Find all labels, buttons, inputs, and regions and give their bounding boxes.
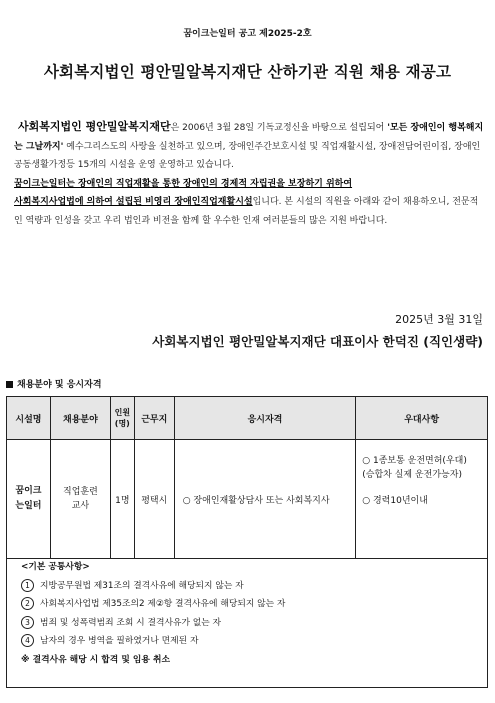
circled-number-icon: 3 xyxy=(21,616,34,629)
intro-text-b: 예수그리스도의 사랑을 실천하고 있으며, 장애인주간보호시설 및 직업재활시설, 장애전담어린이집, 장애인공동생활가정등 15개의 시설을 운영 운영하고 있습니다. xyxy=(14,141,481,170)
common-item-text: 사회복지사업법 제35조의2 제②항 결격사유에 해당되지 않는 자 xyxy=(40,599,286,609)
intro-underline-1: 꿈이크는일터는 장애인의 직업재활을 통한 장애인의 경제적 자립권을 보장하기 위하여 xyxy=(14,178,353,189)
table-row xyxy=(7,440,488,559)
disqualification-note: ※ 결격사유 해당 시 합격 및 임용 취소 xyxy=(21,654,170,665)
common-item-text: 남자의 경우 병역을 필하였거나 면제된 자 xyxy=(40,636,199,646)
notice-date: 2025년 3월 31일 xyxy=(395,313,483,326)
square-bullet-icon xyxy=(6,381,13,388)
cell-count: 1명 xyxy=(110,440,134,559)
list-item xyxy=(21,595,487,614)
cell-facility: 꿈이크는일터 xyxy=(7,440,51,559)
foundation-motto: '모든 장애인이 행복해지는 그날까지' xyxy=(14,123,484,152)
header-preference: 우대사항 xyxy=(356,397,488,440)
list-item xyxy=(21,614,487,633)
table-header-row xyxy=(7,397,488,440)
common-heading: <기본 공통사항> xyxy=(21,562,90,572)
common-requirements xyxy=(6,546,488,688)
cell-field: 직업훈련교사 xyxy=(50,440,110,559)
circled-number-icon: 1 xyxy=(21,579,34,592)
cell-qualification: ○ 장애인재활상담사 또는 사회복지사 xyxy=(174,440,356,559)
header-facility: 시설명 xyxy=(7,397,51,440)
foundation-name: 사회복지법인 평안밀알복지재단 xyxy=(18,120,171,133)
header-field: 채용분야 xyxy=(50,397,110,440)
recruitment-table xyxy=(6,396,488,559)
header-qualification: 응시자격 xyxy=(174,397,356,440)
circled-number-icon: 2 xyxy=(21,597,34,610)
intro-text-a: 은 2006년 3월 28일 기독교정신을 바탕으로 설립되어 xyxy=(170,123,388,133)
cell-location: 평택시 xyxy=(134,440,174,559)
intro-underline-2: 사회복지사업법에 의하여 설립된 비영리 장애인직업재활시설 xyxy=(14,197,253,207)
common-item-text: 지방공무원법 제31조의 결격사유에 해당되지 않는 자 xyxy=(40,580,244,591)
intro-paragraph-1 xyxy=(14,118,484,175)
preference-experience: ○ 경력10년이내 xyxy=(362,496,428,506)
list-item xyxy=(21,632,487,651)
common-item-text: 범죄 및 성폭력범죄 조회 시 결격사유가 없는 자 xyxy=(40,617,222,628)
preference-license: ○ 1종보통 운전면허(우대) xyxy=(362,456,467,466)
intro-paragraph-2 xyxy=(14,175,484,231)
section-heading xyxy=(6,377,102,390)
list-item xyxy=(21,577,487,596)
header-count: 인원(명) xyxy=(110,397,134,440)
signer: 사회복지법인 평안밀알복지재단 대표이사 한덕진 (직인생략) xyxy=(152,334,483,349)
intro-section xyxy=(14,118,484,230)
page-title: 사회복지법인 평안밀알복지재단 산하기관 직원 채용 재공고 xyxy=(43,63,452,81)
cell-preference xyxy=(356,440,488,559)
intro-text-c: 입니다. 본 시설의 직원을 아래와 같이 채용하오니, 전문적인 역량과 인성을 갖고 우리 법인과 비전을 함께 할 우수한 인재 여러분들의 많은 지원 바랍니다. xyxy=(14,197,479,226)
header-location: 근무지 xyxy=(134,397,174,440)
section-heading-text: 채용분야 및 응시자격 xyxy=(17,380,102,390)
notice-number: 꿈이크는일터 공고 제2025-2호 xyxy=(183,29,312,39)
circled-number-icon: 4 xyxy=(21,634,34,647)
preference-license-note: (승합차 실제 운전가능자) xyxy=(362,470,462,480)
